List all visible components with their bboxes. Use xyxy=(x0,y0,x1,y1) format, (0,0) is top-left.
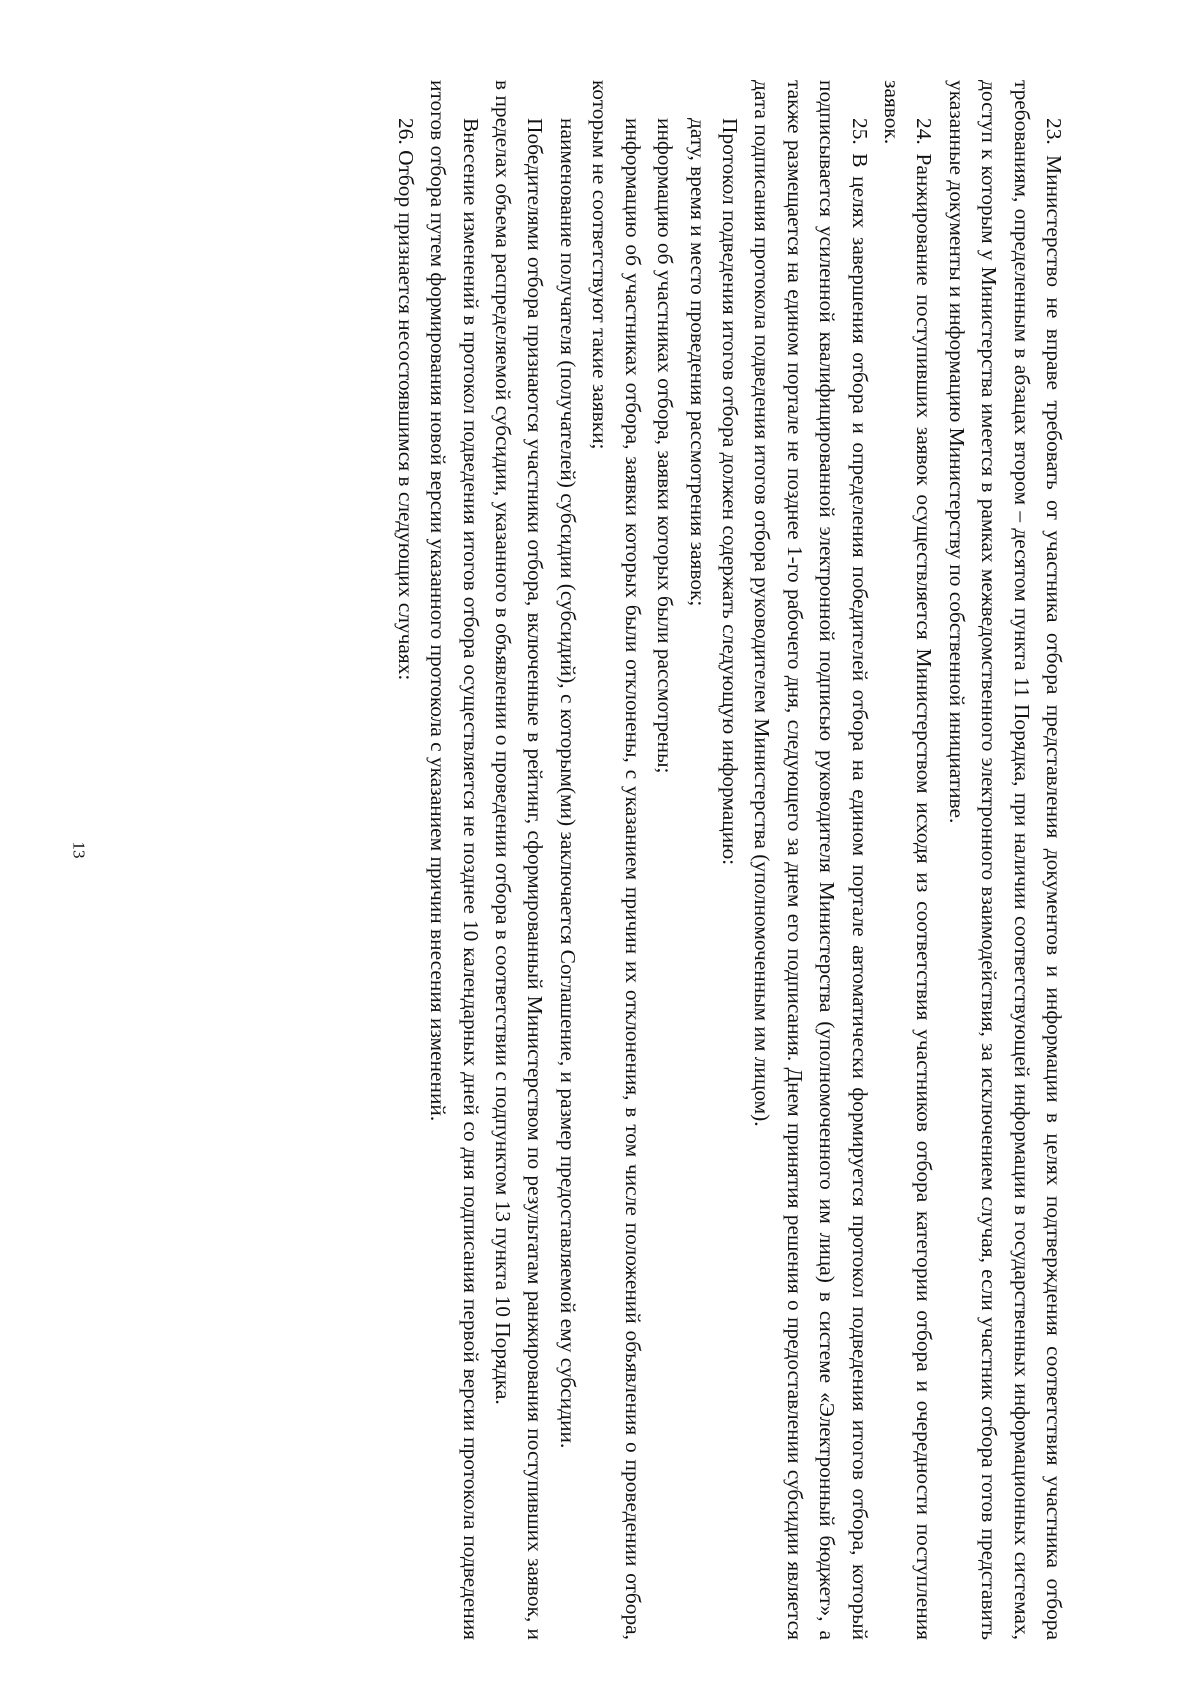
rotated-page-body xyxy=(190,80,1070,1640)
paragraph-changes: Внесение изменений в протокол подведения итогов отбора осуществляется не позднее 10 календарных дней со дня подписания первой версии протокола подведения итогов отбора путем формирования новой версии указанного протокола с указанием причин внесения изменений. xyxy=(426,80,483,1640)
paragraph-winners: Победителями отбора признаются участники отбора, включенные в рейтинг, сформированный Министерством по результатам ранжирования поступивших заявок, и в пределах объема распределяемой субсидии, указанного в объявлении о проведении отбора в соответствии с подпунктом 13 пункта 10 Порядка. xyxy=(491,80,548,1640)
protocol-item-date: дату, время и место проведения рассмотрения заявок; xyxy=(685,118,710,607)
protocol-item-rejected: информацию об участниках отбора, заявки которых были отклонены, с указанием причин их отклонения, в том числе положений объявления о проведении отбора, которым не соответствуют такие заявки; xyxy=(588,80,645,1640)
protocol-item-reviewed: информацию об участниках отбора, заявки которых были рассмотрены; xyxy=(653,118,678,774)
paragraph-24: 24. Ранжирование поступивших заявок осуществляется Министерством исходя из соответствия участников отбора категории отбора и очередности поступления заявок. xyxy=(879,80,937,1640)
document-text xyxy=(389,80,1070,1640)
protocol-item-recipient: наименование получателя (получателей) субсидии (субсидий), с которым(ми) заключается Соглашение, и размер предоставляемой ему субсидии. xyxy=(555,118,580,1449)
protocol-intro: Протокол подведения итогов отбора должен содержать следующую информацию: xyxy=(717,118,742,866)
paragraph-23: 23. Министерство не вправе требовать от участника отбора представления документов и информации в целях подтверждения соответствия участника отбора требованиям, определенным в абзацах втором – десятом пункта 11 Порядка, при наличии соответствующей информации в государственных информационных системах, доступ к которым у Министерства имеется в рамках межведомственного электронного взаимодействия, за исключением случая, если участник отбора готов представить указанные документы и информацию Министерству по собственной инициативе. xyxy=(944,80,1066,1640)
page-number: 13 xyxy=(69,841,89,859)
paragraph-25: 25. В целях завершения отбора и определения победителей отбора на едином портале автоматически формируется протокол подведения итогов отбора, который подписывается усиленной квалифицированной электронной подписью руководителя Министерства (уполномоченного им лица) в системе «Электронный бюджет», а также размещается на едином портале не позднее 1-го рабочего дня, следующего за днем его подписания. Днем принятия решения о предоставлении субсидии является дата подписания протокола подведения итогов отбора руководителем Министерства (уполномоченным им лицом). xyxy=(750,80,872,1640)
paragraph-26: 26. Отбор признается несостоявшимся в следующих случаях: xyxy=(393,118,418,681)
